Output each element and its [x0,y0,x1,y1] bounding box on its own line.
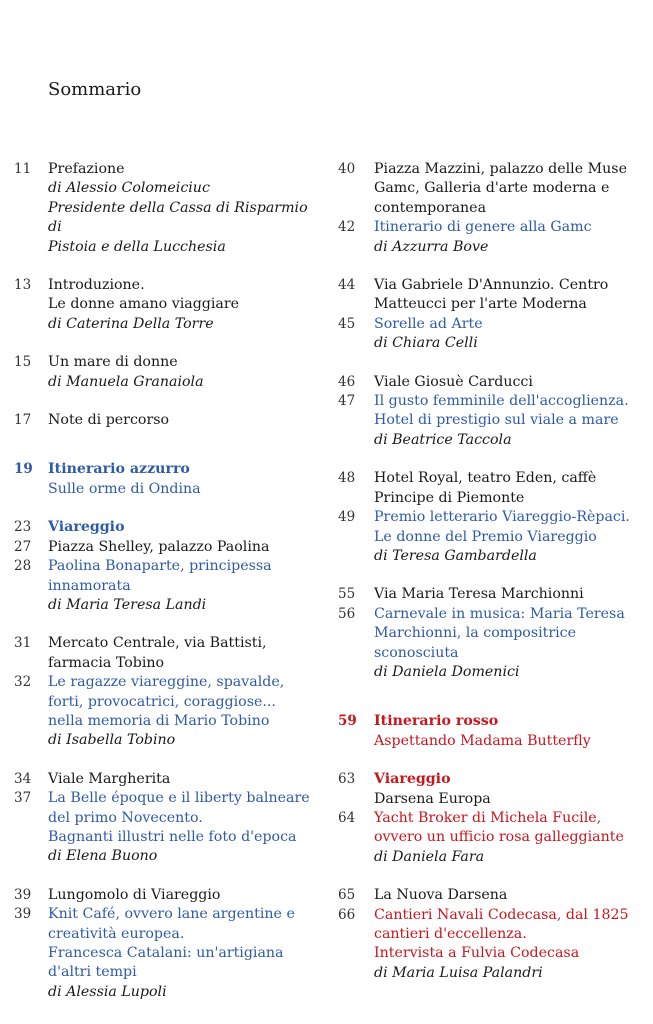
entry-title: Yacht Broker di Michela Fucile, [374,809,602,826]
toc-section-heading[interactable] [14,460,314,499]
page-number: 39 [14,886,32,903]
toc-entry[interactable] [14,538,314,557]
toc-entry[interactable] [338,469,643,508]
entry-title: Mercato Centrale, via Battisti, [48,635,267,652]
page-number: 34 [14,770,32,787]
entry-title: Le ragazze viareggine, spavalde, [48,674,285,691]
entry-author: di Beatrice Taccola [374,431,512,448]
entry-author: Pistoia e della Lucchesia [48,238,226,255]
page-number: 27 [14,538,32,555]
toc-entry[interactable] [338,605,643,683]
entry-title: Le donne del Premio Viareggio [374,528,597,545]
entry-author: di Teresa Gambardella [374,547,537,564]
entry-title: Itinerario di genere alla Gamc [374,219,592,236]
toc-entry[interactable] [338,276,643,315]
entry-title: Marchionni, la compositrice [374,625,577,642]
entry-title: Knit Café, ovvero lane argentine e [48,906,295,923]
entry-title: Matteucci per l'arte Moderna [374,296,587,313]
toc-entry[interactable] [14,634,314,673]
entry-title: Hotel Royal, teatro Eden, caffè [374,470,597,487]
entry-title: Carnevale in musica: Maria Teresa [374,605,625,622]
entry-title: Viale Giosuè Carducci [374,373,533,390]
entry-author: di Azzurra Bove [374,238,489,255]
toc-entry[interactable] [14,518,314,537]
entry-title: Darsena Europa [374,790,491,807]
page-number: 42 [338,219,356,236]
toc-right-column [338,160,643,983]
page-number: 17 [14,412,32,429]
toc-entry[interactable] [14,886,314,905]
entry-title: Hotel di prestigio sul viale a mare [374,412,619,429]
toc-entry[interactable] [338,392,643,450]
entry-author: di Alessio Colomeiciuc [48,180,210,197]
toc-entry[interactable] [14,770,314,789]
entry-author: di Maria Luisa Palandri [374,964,543,981]
page-number: 32 [14,674,32,691]
entry-title: Via Gabriele D'Annunzio. Centro [374,277,609,294]
page-number: 31 [14,635,32,652]
entry-title: cantieri d'eccellenza. [374,926,527,942]
entry-title: Un mare di donne [48,354,178,371]
page-number: 56 [338,605,356,622]
entry-title: nella memoria di Mario Tobino [48,712,270,729]
toc-entry[interactable] [338,315,643,354]
entry-author: di Isabella Tobino [48,732,176,749]
section-title: Itinerario rosso [374,713,499,730]
entry-author: di Manuela Granaiola [48,373,204,390]
entry-title: farmacia Tobino [48,654,165,671]
page-number: 19 [14,461,33,478]
page-number: 23 [14,519,32,536]
page-title: Sommario [48,79,142,100]
toc-entry[interactable] [14,557,314,615]
toc-entry[interactable] [338,508,643,566]
toc-entry[interactable] [338,886,643,905]
toc-entry[interactable] [14,789,314,867]
toc-entry[interactable] [338,585,643,604]
entry-title: Francesca Catalani: un'artigiana [48,945,284,961]
page-number: 64 [338,809,356,826]
entry-title: creatività europea. [48,925,185,942]
page-number: 47 [338,393,356,410]
toc-entry[interactable] [14,353,314,392]
entry-title: Sorelle ad Arte [374,315,483,332]
entry-title: Il gusto femminile dell'accoglienza. [374,393,629,410]
entry-title: Piazza Mazzini, palazzo delle Muse [374,161,627,177]
entry-title: Principe di Piemonte [374,489,525,506]
entry-title: innamorata [48,577,131,594]
entry-title: d'altri tempi [48,964,137,981]
entry-author: Presidente della Cassa di Risparmio di [48,199,308,236]
entry-title: del primo Novecento. [48,809,203,826]
page-number: 65 [338,887,356,904]
entry-title: contemporanea [374,199,487,216]
toc-entry[interactable] [338,770,643,809]
toc-entry[interactable] [338,218,643,257]
page-number: 15 [14,354,32,371]
section-title: Viareggio [374,771,451,788]
entry-author: di Chiara Celli [374,335,478,352]
entry-title: Intervista a Fulvia Codecasa [374,945,580,962]
toc-entry[interactable] [338,809,643,867]
page-number: 37 [14,790,32,807]
entry-title: Cantieri Navali Codecasa, dal 1825 [374,906,629,923]
page-number: 28 [14,558,32,575]
entry-title: forti, provocatrici, coraggiose... [48,693,276,710]
entry-title: ovvero un ufficio rosa galleggiante [374,829,624,846]
page-number: 55 [338,586,356,603]
entry-title: Lungomolo di Viareggio [48,886,221,903]
toc-entry[interactable] [14,673,314,751]
toc-entry[interactable] [14,160,314,257]
toc-section-heading[interactable] [338,712,643,751]
section-title: Viareggio [48,519,125,536]
toc-entry[interactable] [14,411,314,430]
entry-author: di Daniela Domenici [374,663,520,680]
entry-title: Bagnanti illustri nelle foto d'epoca [48,828,297,845]
entry-title: Viale Margherita [48,770,171,787]
entry-title: Le donne amano viaggiare [48,296,240,313]
page-number: 11 [14,161,32,177]
toc-entry[interactable] [338,906,643,984]
toc-left-column [14,160,314,1002]
entry-title: Introduzione. [48,277,145,294]
toc-entry[interactable] [338,160,643,218]
entry-title: Via Maria Teresa Marchionni [374,586,584,603]
page-number: 44 [338,277,356,294]
page-number: 39 [14,906,32,923]
entry-title: La Belle époque e il liberty balneare [48,790,310,807]
entry-title: Piazza Shelley, palazzo Paolina [48,538,270,555]
entry-title: Prefazione [48,161,125,177]
section-subtitle: Sulle orme di Ondina [48,480,201,497]
page-number: 66 [338,906,356,923]
toc-entry[interactable] [14,905,314,1002]
entry-title: Paolina Bonaparte, principessa [48,558,272,575]
entry-author: di Elena Buono [48,848,158,865]
page-number: 46 [338,373,356,390]
entry-author: di Daniela Fara [374,848,485,865]
page-number: 40 [338,161,356,177]
entry-title: Premio letterario Viareggio-Rèpaci. [374,509,630,526]
page-number: 49 [338,509,356,526]
toc-entry[interactable] [338,373,643,392]
page-number: 45 [338,315,356,332]
page-number: 13 [14,277,32,294]
entry-author: di Alessia Lupoli [48,983,167,1000]
page-number: 48 [338,470,356,487]
entry-title: sconosciuta [374,644,459,661]
entry-title: La Nuova Darsena [374,887,508,904]
entry-title: Note di percorso [48,412,170,429]
toc-entry[interactable] [14,276,314,334]
page-number: 59 [338,713,357,730]
entry-author: di Caterina Della Torre [48,315,214,332]
page-number: 63 [338,771,356,788]
section-subtitle: Aspettando Madama Butterfly [374,732,591,749]
entry-author: di Maria Teresa Landi [48,596,207,613]
section-title: Itinerario azzurro [48,461,190,478]
entry-title: Gamc, Galleria d'arte moderna e [374,180,610,197]
